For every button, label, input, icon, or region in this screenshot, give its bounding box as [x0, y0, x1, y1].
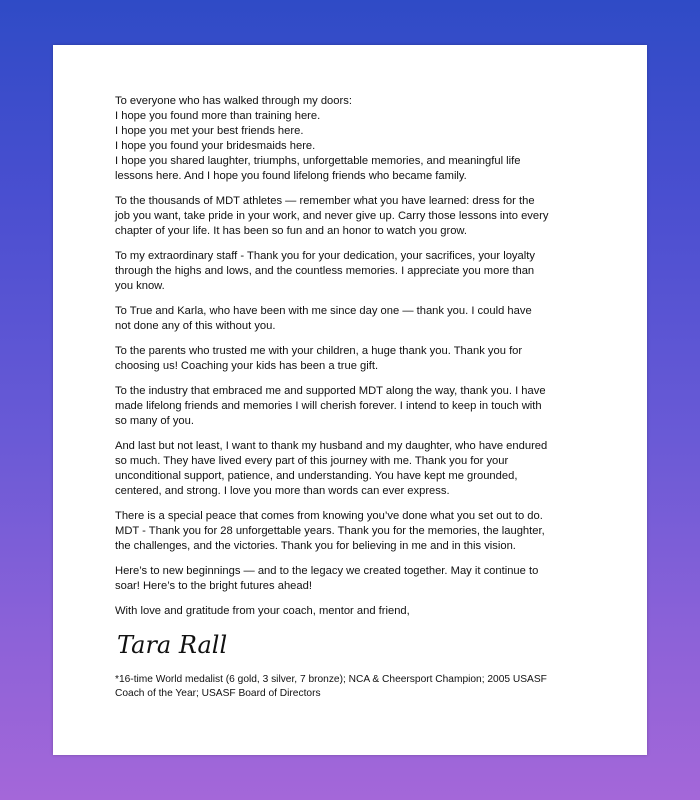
text-line: I hope you shared laughter, triumphs, unforgettable memories, and meaningful life	[115, 155, 521, 167]
text-line: made lifelong friends and memories I will cherish forever. I intend to keep in touch with	[115, 400, 542, 412]
text-line: soar! Here’s to the bright futures ahead!	[115, 580, 312, 592]
text-line: To the industry that embraced me and supported MDT along the way, thank you. I have	[115, 385, 546, 397]
letter-page	[53, 45, 647, 755]
text-line: job you want, take pride in your work, and never give up. Carry those lessons into every	[115, 210, 549, 222]
paragraph-true-karla	[115, 304, 605, 334]
paragraph-closing	[115, 604, 605, 619]
text-line: I hope you met your best friends here.	[115, 125, 304, 137]
text-line: And last but not least, I want to thank my husband and my daughter, who have endured	[115, 440, 548, 452]
text-line: With love and gratitude from your coach, mentor and friend,	[115, 605, 410, 617]
text-line: centered, and strong. I love you more than words can ever express.	[115, 485, 450, 497]
text-line: To my extraordinary staff - Thank you for your dedication, your sacrifices, your loyalty	[115, 250, 535, 262]
text-line: choosing us! Coaching your kids has been a true gift.	[115, 360, 379, 372]
footnote-line: Coach of the Year; USASF Board of Directors	[115, 688, 321, 699]
text-line: To the thousands of MDT athletes — remember what you have learned: dress for the	[115, 195, 535, 207]
footnote	[115, 673, 605, 701]
paragraph-industry	[115, 384, 605, 429]
paragraph-athletes	[115, 194, 605, 239]
signature-graphic	[115, 629, 255, 663]
text-line: not done any of this without you.	[115, 320, 276, 332]
signature	[115, 629, 605, 663]
text-line: so many of you.	[115, 415, 194, 427]
paragraph-peace	[115, 509, 605, 554]
text-line: so much. They have lived every part of this journey with me. Thank you for your	[115, 455, 509, 467]
paragraph-beginnings	[115, 564, 605, 594]
text-line: To everyone who has walked through my doors:	[115, 95, 352, 107]
text-line: the challenges, and the victories. Thank you for believing in me and in this vision.	[115, 540, 516, 552]
paragraph-parents	[115, 344, 605, 374]
text-line: chapter of your life. It has been so fun and an honor to watch you grow.	[115, 225, 468, 237]
text-line: I hope you found your bridesmaids here.	[115, 140, 316, 152]
text-line: To True and Karla, who have been with me since day one — thank you. I could have	[115, 305, 532, 317]
text-line: Here’s to new beginnings — and to the legacy we created together. May it continue to	[115, 565, 539, 577]
footnote-line: *16-time World medalist (6 gold, 3 silver, 7 bronze); NCA & Cheersport Champion; 2005 USASF	[115, 674, 547, 685]
paragraph-welcome	[115, 94, 605, 184]
text-line: There is a special peace that comes from knowing you’ve done what you set out to do.	[115, 510, 543, 522]
paragraph-family	[115, 439, 605, 499]
text-line: I hope you found more than training here.	[115, 110, 321, 122]
letter-body	[115, 94, 605, 701]
text-line: To the parents who trusted me with your children, a huge thank you. Thank you for	[115, 345, 523, 357]
text-line: lessons here. And I hope you found lifelong friends who became family.	[115, 170, 467, 182]
text-line: through the highs and lows, and the countless memories. I appreciate you more than	[115, 265, 535, 277]
text-line: unconditional support, patience, and understanding. You have kept me grounded,	[115, 470, 518, 482]
text-line: you know.	[115, 280, 165, 292]
signature-text: Tara Rall	[117, 631, 228, 659]
paragraph-staff	[115, 249, 605, 294]
text-line: MDT - Thank you for 28 unforgettable years. Thank you for the memories, the laughter,	[115, 525, 545, 537]
